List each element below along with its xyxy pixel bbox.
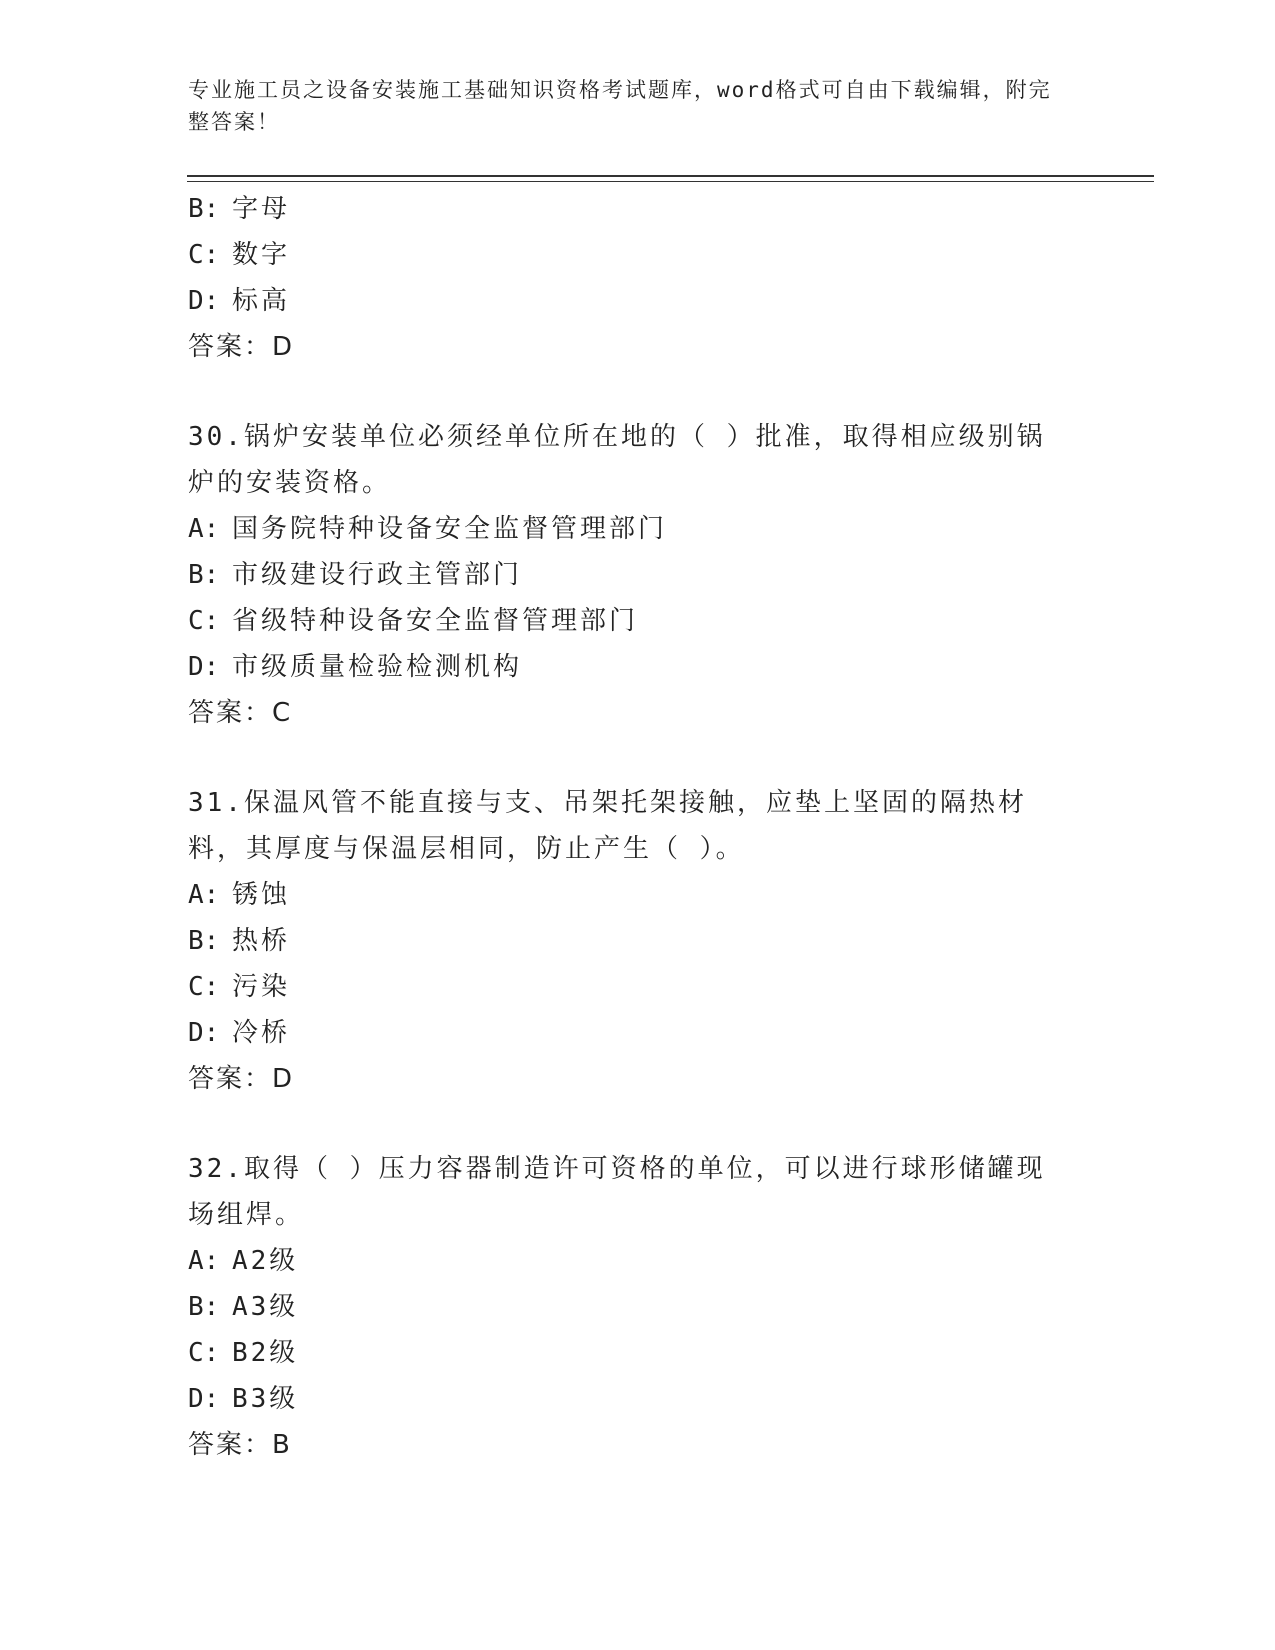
option-text: A3级 <box>232 1292 299 1322</box>
option-key: A: <box>188 880 220 910</box>
option-text: 热桥 <box>232 926 291 956</box>
option-d <box>188 1376 1088 1422</box>
option-text: 市级质量检验检测机构 <box>232 652 523 682</box>
option-a <box>188 1238 1088 1284</box>
document-header <box>188 74 1068 138</box>
option-key: D: <box>188 652 220 682</box>
option-key: B: <box>188 1292 220 1322</box>
option-text: 省级特种设备安全监督管理部门 <box>232 606 639 636</box>
spacer <box>188 736 1088 780</box>
spacer <box>188 1102 1088 1146</box>
option-key: B: <box>188 926 220 956</box>
option-key: A: <box>188 514 220 544</box>
answer-line: 答案：D <box>188 1064 295 1094</box>
option-a <box>188 872 1088 918</box>
header-rule-thick <box>187 175 1154 177</box>
option-c <box>188 1330 1088 1376</box>
option-b <box>188 186 1088 232</box>
question-stem: 32.取得（ ）压力容器制造许可资格的单位，可以进行球形储罐现场组焊。 <box>188 1154 1046 1230</box>
option-text: 锈蚀 <box>232 880 291 910</box>
option-d <box>188 1010 1088 1056</box>
option-d <box>188 278 1088 324</box>
option-key: C: <box>188 972 220 1002</box>
option-text: A2级 <box>232 1246 299 1276</box>
option-c <box>188 964 1088 1010</box>
option-text: 冷桥 <box>232 1018 291 1048</box>
answer-line: 答案：C <box>188 698 293 728</box>
option-key: B: <box>188 194 220 224</box>
option-text: 标高 <box>232 286 291 316</box>
question-stem: 30.锅炉安装单位必须经单位所在地的（ ）批准，取得相应级别锅炉的安装资格。 <box>188 422 1046 498</box>
answer-line: 答案：B <box>188 1430 292 1460</box>
option-b <box>188 918 1088 964</box>
question-30 <box>188 414 1088 736</box>
option-text: 国务院特种设备安全监督管理部门 <box>232 514 668 544</box>
question-stem: 31.保温风管不能直接与支、吊架托架接触，应垫上坚固的隔热材料，其厚度与保温层相同，防止产生（ ）。 <box>188 788 1027 864</box>
option-key: D: <box>188 1018 220 1048</box>
option-b <box>188 1284 1088 1330</box>
option-text: B2级 <box>232 1338 299 1368</box>
option-key: C: <box>188 240 220 270</box>
question-32 <box>188 1146 1088 1468</box>
question-list <box>188 186 1088 1468</box>
option-key: D: <box>188 1384 220 1414</box>
option-text: 字母 <box>232 194 291 224</box>
option-d <box>188 644 1088 690</box>
option-key: D: <box>188 286 220 316</box>
spacer <box>188 370 1088 414</box>
header-rule-thin <box>187 181 1154 182</box>
answer-line: 答案：D <box>188 332 295 362</box>
option-text: B3级 <box>232 1384 299 1414</box>
option-key: A: <box>188 1246 220 1276</box>
option-c <box>188 232 1088 278</box>
option-text: 数字 <box>232 240 291 270</box>
option-text: 市级建设行政主管部门 <box>232 560 523 590</box>
option-text: 污染 <box>232 972 291 1002</box>
option-key: B: <box>188 560 220 590</box>
header-title: 专业施工员之设备安装施工基础知识资格考试题库，word格式可自由下载编辑，附完整答案！ <box>188 78 1052 134</box>
option-a <box>188 506 1088 552</box>
question-29 <box>188 186 1088 370</box>
option-b <box>188 552 1088 598</box>
option-c <box>188 598 1088 644</box>
option-key: C: <box>188 606 220 636</box>
question-31 <box>188 780 1088 1102</box>
option-key: C: <box>188 1338 220 1368</box>
